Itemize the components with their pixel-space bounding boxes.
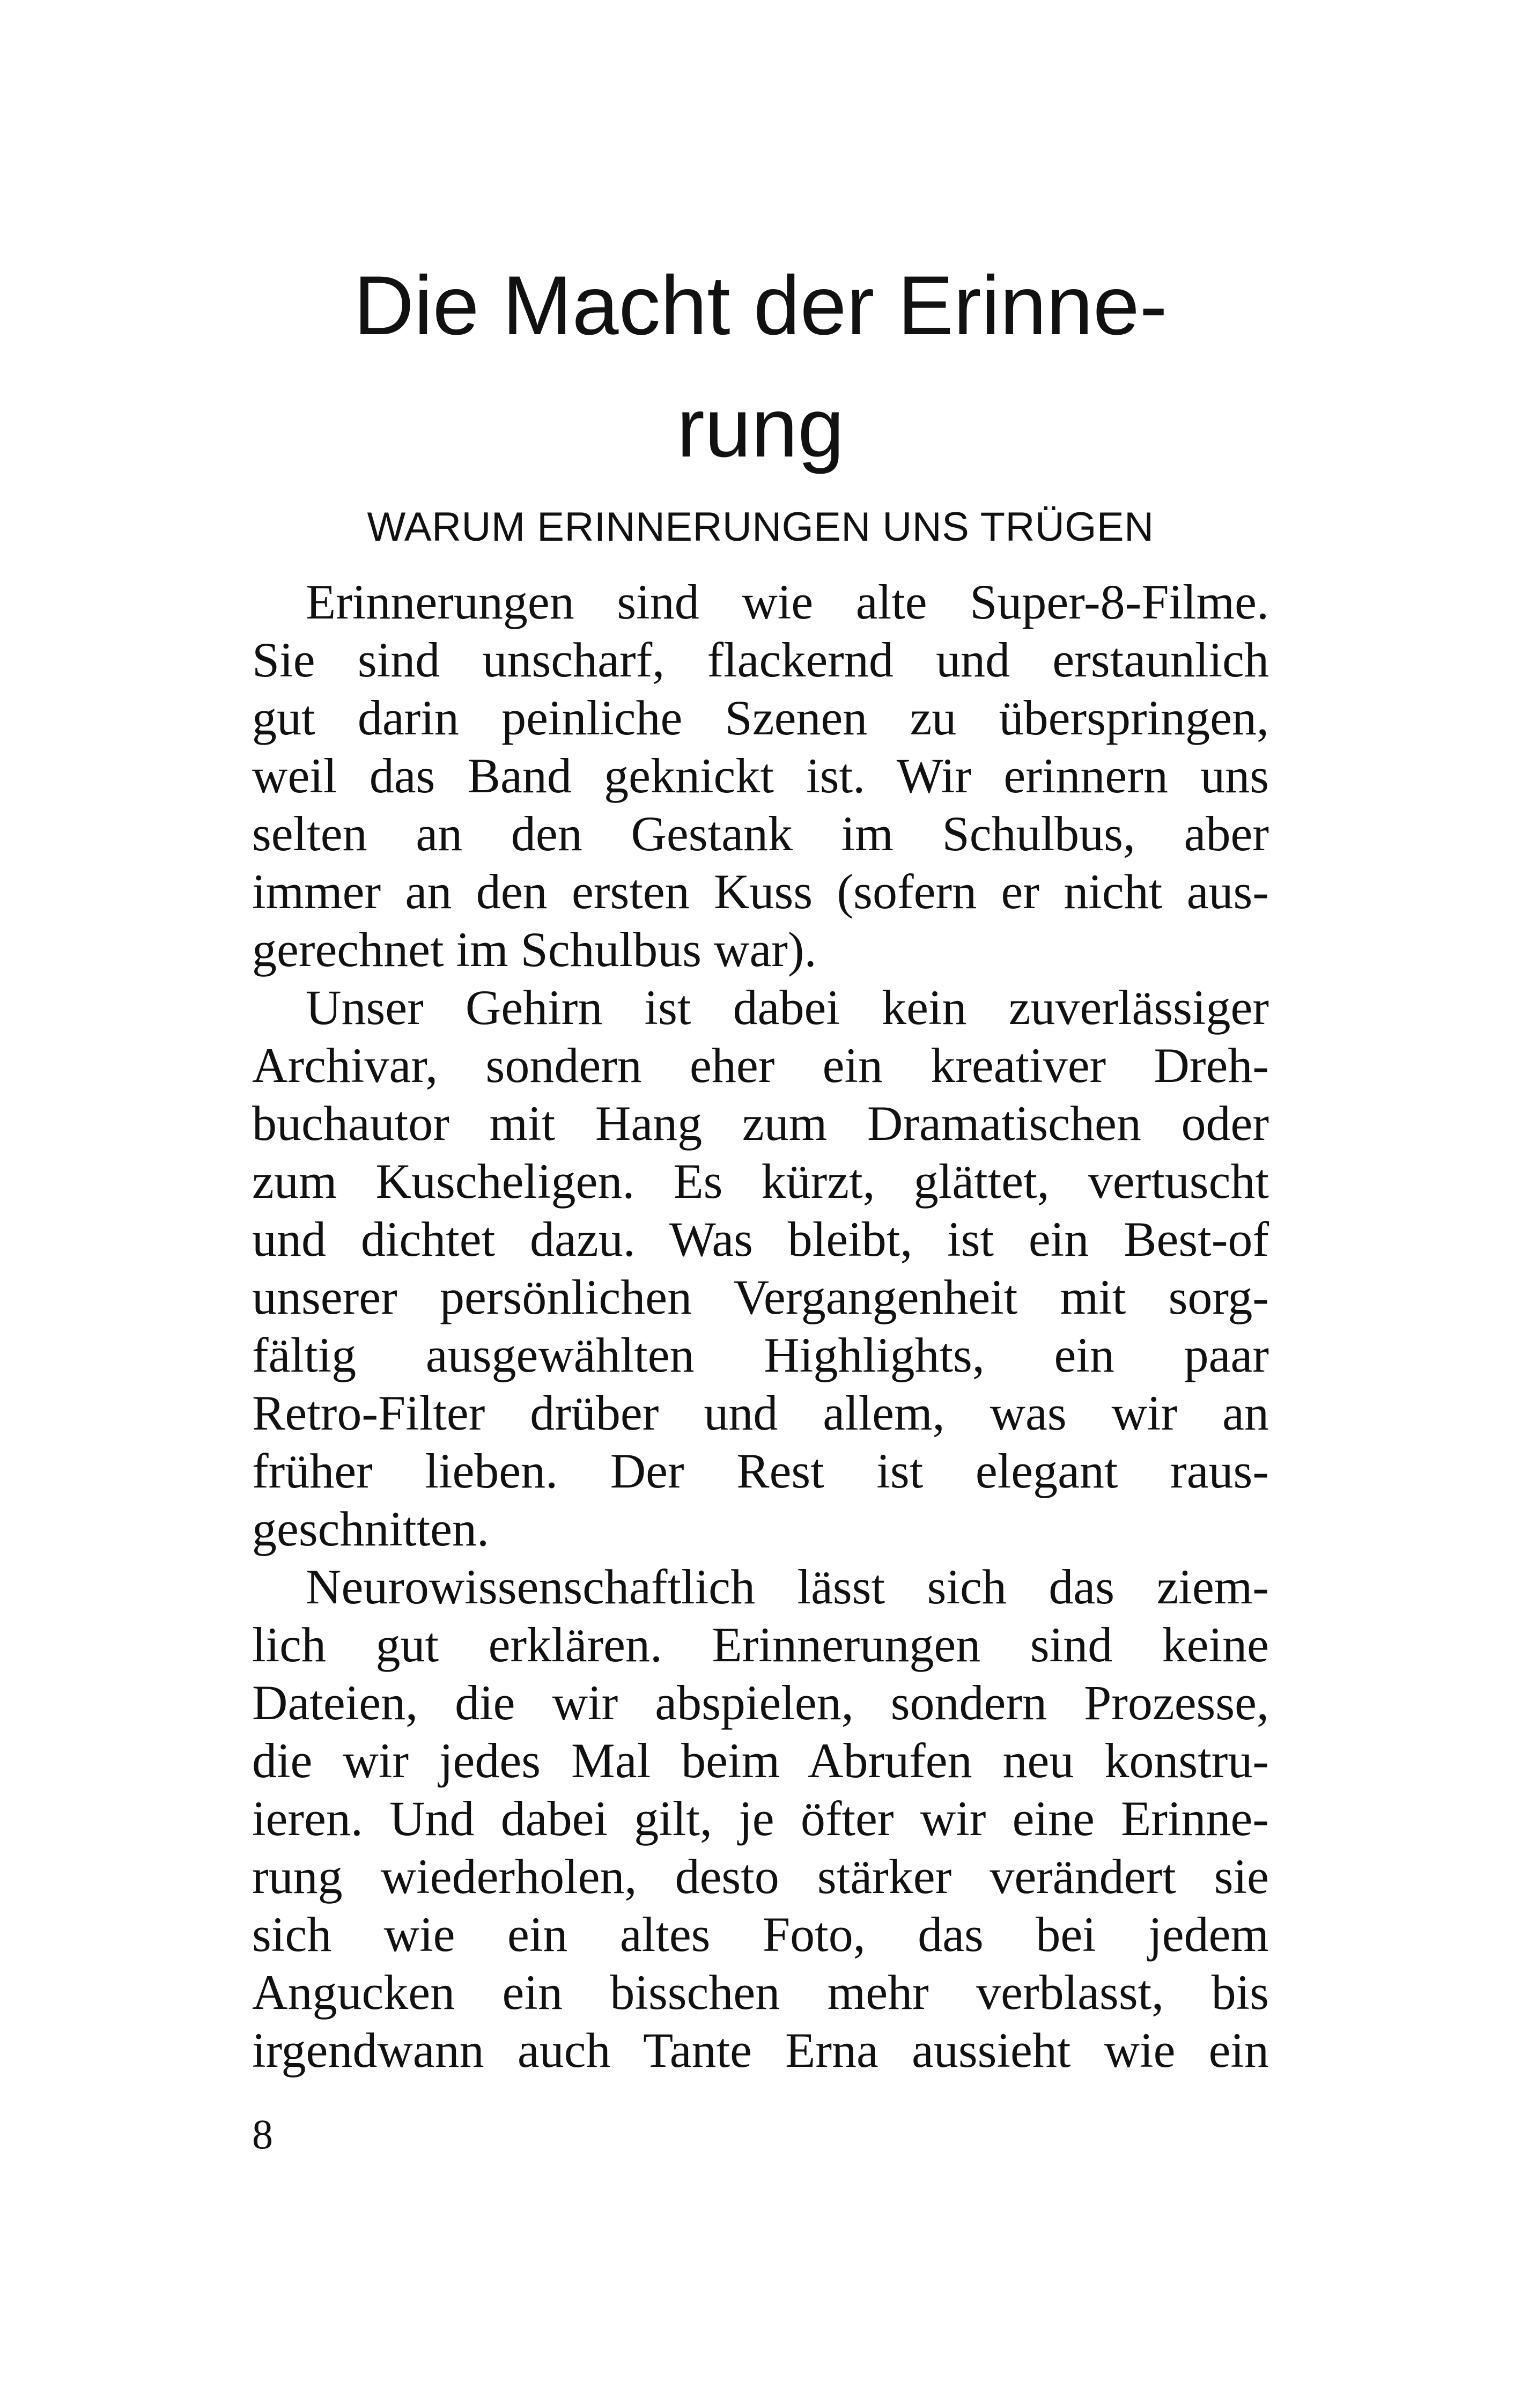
- text-line: Erinnerungen sind wie alte Super-8-Filme.: [306, 575, 1269, 629]
- text-line: sich wie ein altes Foto, das bei jedem: [252, 1907, 1269, 1962]
- text-line: ieren. Und dabei gilt, je öfter wir eine Erinne-: [252, 1791, 1269, 1846]
- text-line: selten an den Gestank im Schulbus, aber: [252, 806, 1269, 861]
- text-line: früher lieben. Der Rest ist elegant raus-: [252, 1444, 1269, 1498]
- body-text: [252, 573, 1269, 2079]
- text-line: lich gut erklären. Erinnerungen sind keine: [252, 1617, 1269, 1672]
- text-line: zum Kuscheligen. Es kürzt, glättet, vertuscht: [252, 1154, 1269, 1209]
- text-line: Unser Gehirn ist dabei kein zuverlässiger: [306, 980, 1269, 1035]
- chapter-title-line-2: rung: [676, 381, 845, 475]
- text-line: fältig ausgewählten Highlights, ein paar: [252, 1328, 1269, 1382]
- chapter-subtitle: WARUM ERINNERUNGEN UNS TRÜGEN: [367, 504, 1154, 550]
- text-line: Sie sind unscharf, flackernd und erstaunlich: [252, 632, 1269, 687]
- text-line: geschnitten.: [252, 1501, 489, 1556]
- text-line: unserer persönlichen Vergangenheit mit sorg-: [252, 1270, 1269, 1324]
- text-line: buchautor mit Hang zum Dramatischen oder: [252, 1096, 1269, 1151]
- text-line: Archivar, sondern eher ein kreativer Dreh-: [252, 1038, 1269, 1093]
- text-line: gut darin peinliche Szenen zu überspringen,: [252, 690, 1269, 745]
- text-line: irgendwann auch Tante Erna aussieht wie ein: [252, 2023, 1269, 2078]
- chapter-title-line-1: Die Macht der Erinne-: [353, 259, 1168, 352]
- text-line: und dichtet dazu. Was bleibt, ist ein Best-of: [252, 1212, 1269, 1266]
- text-line: Dateien, die wir abspielen, sondern Prozesse,: [252, 1675, 1269, 1730]
- text-line: Neurowissenschaftlich lässt sich das ziem-: [306, 1559, 1269, 1614]
- text-line: rung wiederholen, desto stärker verändert sie: [252, 1849, 1269, 1904]
- text-line: die wir jedes Mal beim Abrufen neu konstru-: [252, 1733, 1269, 1788]
- text-line: Angucken ein bisschen mehr verblasst, bis: [252, 1965, 1269, 2020]
- text-line: Retro-Filter drüber und allem, was wir an: [252, 1386, 1269, 1440]
- text-line: weil das Band geknickt ist. Wir erinnern uns: [252, 748, 1269, 803]
- page-number: 8: [252, 2111, 273, 2157]
- text-line: immer an den ersten Kuss (sofern er nicht aus-: [252, 864, 1269, 919]
- text-line: gerechnet im Schulbus war).: [252, 922, 817, 977]
